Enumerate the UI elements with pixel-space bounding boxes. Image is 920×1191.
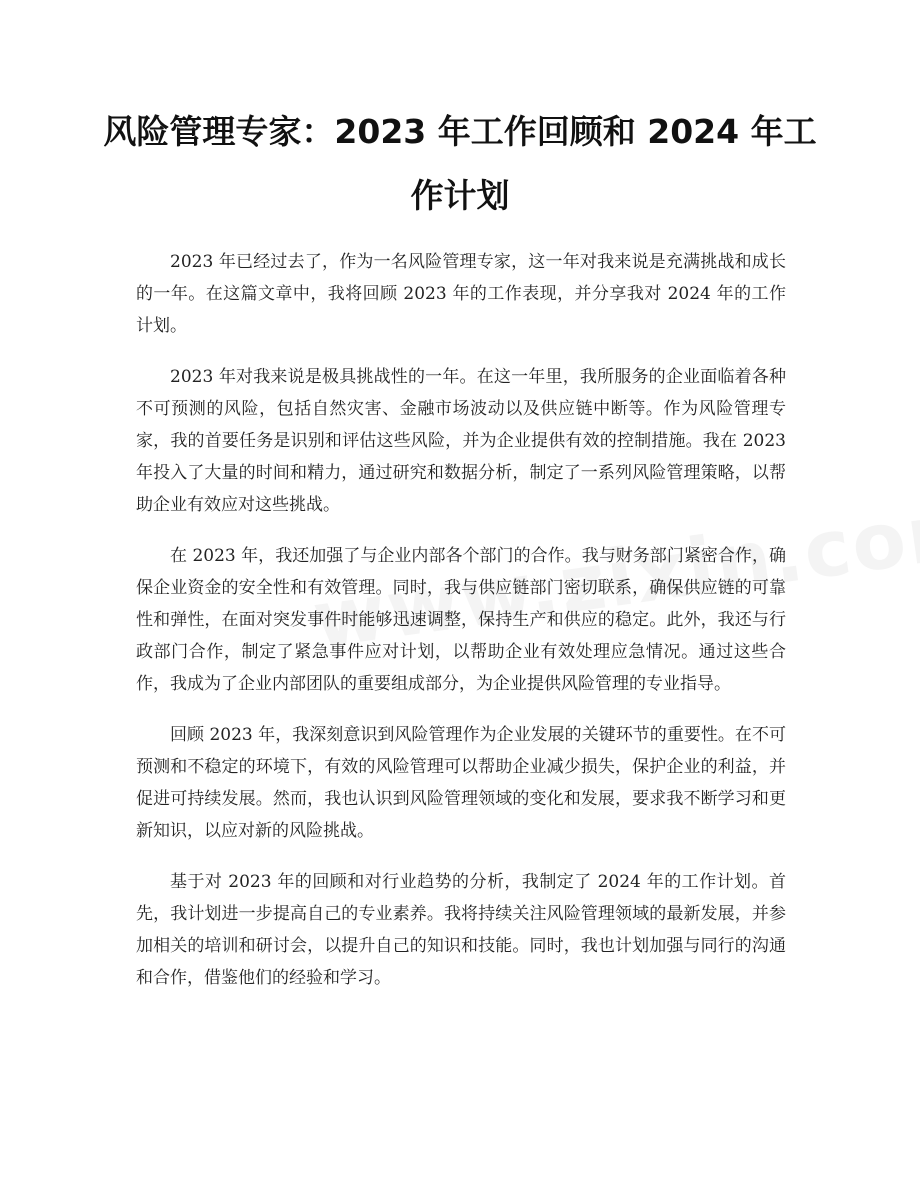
paragraph-1: 2023 年已经过去了，作为一名风险管理专家，这一年对我来说是充满挑战和成长的一年。在这篇文章中，我将回顾 2023 年的工作表现，并分享我对 2024 年的工作计划。	[136, 252, 786, 336]
paragraph-5: 基于对 2023 年的回顾和对行业趋势的分析，我制定了 2024 年的工作计划。首先，我计划进一步提高自己的专业素养。我将持续关注风险管理领域的最新发展，并参加相关的培训和研讨会，以提升自己的知识和技能。同时，我也计划加强与同行的沟通和合作，借鉴他们的经验和学习。	[136, 872, 786, 988]
document-title: 风险管理专家：2023 年工作回顾和 2024 年工作计划	[103, 112, 817, 215]
paragraph-2: 2023 年对我来说是极具挑战性的一年。在这一年里，我所服务的企业面临着各种不可预测的风险，包括自然灾害、金融市场波动以及供应链中断等。作为风险管理专家，我的首要任务是识别和评估这些风险，并为企业提供有效的控制措施。我在 2023 年投入了大量的时间和精力，通过研究和数据分析，制定了一系列风险管理策略，以帮助企业有效应对这些挑战。	[136, 367, 786, 515]
paragraph-3: 在 2023 年，我还加强了与企业内部各个部门的合作。我与财务部门紧密合作，确保企业资金的安全性和有效管理。同时，我与供应链部门密切联系，确保供应链的可靠性和弹性，在面对突发事件时能够迅速调整，保持生产和供应的稳定。此外，我还与行政部门合作，制定了紧急事件应对计划，以帮助企业有效处理应急情况。通过这些合作，我成为了企业内部团队的重要组成部分，为企业提供风险管理的专业指导。	[136, 546, 786, 694]
document-body	[136, 246, 786, 1013]
paragraph-4: 回顾 2023 年，我深刻意识到风险管理作为企业发展的关键环节的重要性。在不可预测和不稳定的环境下，有效的风险管理可以帮助企业减少损失，保护企业的利益，并促进可持续发展。然而，我也认识到风险管理领域的变化和发展，要求我不断学习和更新知识，以应对新的风险挑战。	[136, 725, 786, 841]
